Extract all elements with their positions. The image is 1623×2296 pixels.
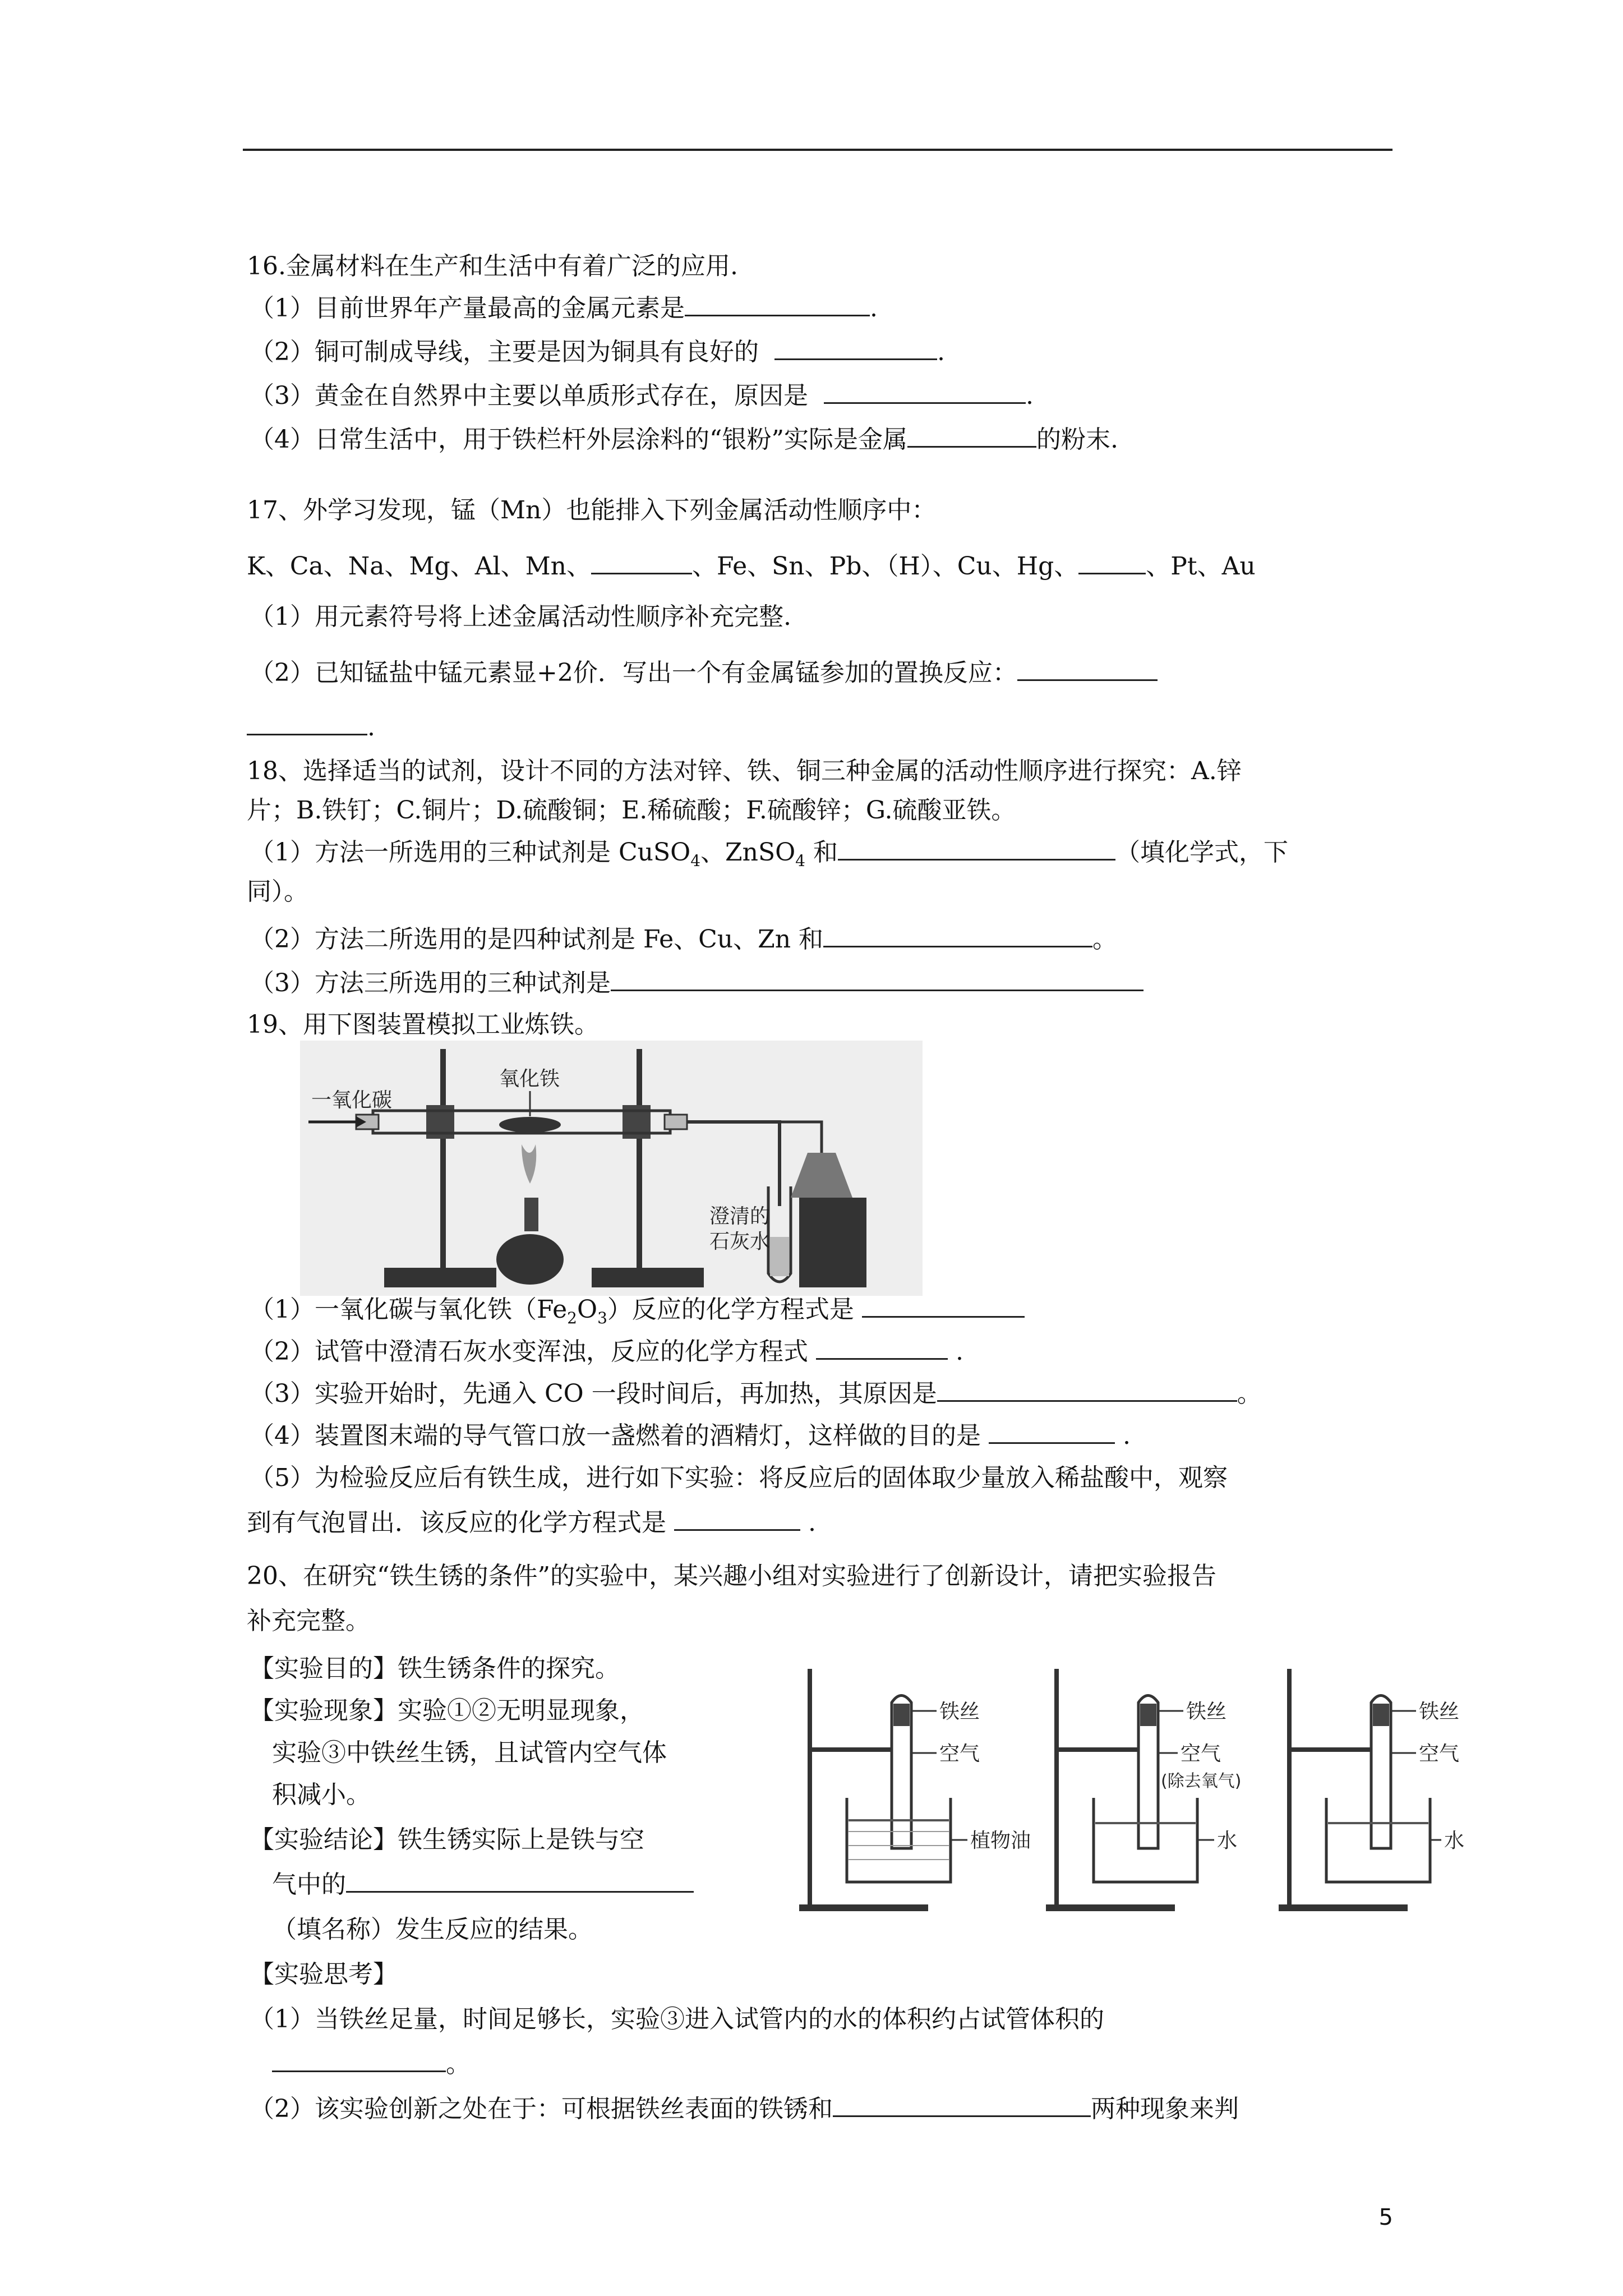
q20-phenomenon-1: 【实验现象】实验①②无明显现象， [250,1696,644,1725]
answer-blank[interactable] [816,1332,948,1360]
iron-rusting-experiment-figure [788,1669,1478,1913]
q18-part2: （2）方法二所选用的是四种试剂是 Fe、Cu、Zn 和 。 [250,920,1117,959]
setup-air-without-oxygen [1046,1669,1241,1911]
q16-part4: （4）日常生活中，用于铁栏杆外层涂料的“银粉”实际是金属 的粉末. [250,420,1118,459]
q16-part1: （1）目前世界年产量最高的金属元素是 . [250,289,878,328]
q19-part1: （1）一氧化碳与氧化铁$(Fe_2O_3)$反应的化学方程式是 [250,1290,1025,1338]
q20-thinking-1: （1）当铁丝足量，时间足够长，实验③进入试管内的水的体积约占试管体积的 [250,2005,1104,2033]
answer-blank[interactable] [674,1503,800,1531]
answer-blank[interactable] [774,333,937,360]
label-air: 空气 [1181,1742,1221,1765]
label-air: 空气 [1419,1742,1460,1765]
answer-blank[interactable] [989,1416,1115,1444]
answer-blank[interactable] [247,708,367,735]
alcohol-lamp [496,1234,564,1285]
setup-vegetable-oil [799,1669,1031,1911]
q20-thinking-1-cont: 。 [272,2045,471,2084]
q18-part1-cont: 同）。 [247,877,308,906]
q18-part1: （1）方法一所选用的三种试剂是 CuSO$_4$、ZnSO$_4$ 和 （填化学式，下 [250,833,1288,881]
q19-part4: （4）装置图末端的导气管口放一盏燃着的酒精灯，这样做的目的是 . [250,1416,1131,1456]
q20-conclusion-3: （填名称）发生反应的结果。 [272,1915,593,1944]
stand-base-right [592,1268,704,1287]
label-water: 水 [1217,1829,1238,1852]
clamp-arm [1287,1747,1371,1752]
answer-blank[interactable] [823,920,1092,947]
q20-thinking-2: （2）该实验创新之处在于：可根据铁丝表面的铁锈和 两种现象来判 [250,2090,1239,2129]
q17-part2: （2）已知锰盐中锰元素显+2价．写出一个有金属锰参加的置换反应： [250,654,1158,693]
q19-stem: 19、用下图装置模拟工业炼铁。 [247,1010,599,1039]
answer-blank[interactable] [937,1374,1237,1402]
answer-blank[interactable] [272,2045,446,2072]
q20-phenomenon-3: 积减小。 [272,1780,371,1809]
q17-stem: 17、外学习发现，锰（Mn）也能排入下列金属活动性顺序中： [247,496,937,524]
q20-stem-2: 补充完整。 [247,1607,370,1635]
clamp-arm [1054,1747,1138,1752]
stand-rod [808,1669,812,1906]
q17-activity-series: K、Ca、Na、Mg、Al、Mn、 、Fe、Sn、Pb、（H）、Cu、Hg、 、Pt、Au [247,547,1256,586]
label-oxygen-removed: (除去氧气) [1161,1772,1242,1791]
answer-blank[interactable] [862,1290,1025,1318]
q16-stem: 16.金属材料在生产和生活中有着广泛的应用. [247,252,738,280]
q18-part3: （3）方法三所选用的三种试剂是 [250,964,1144,1003]
burner-lamp-base [799,1198,866,1287]
label-water: 水 [1444,1829,1465,1852]
q20-conclusion-2: 气中的 [272,1865,694,1904]
stand-rod [1287,1669,1292,1906]
q17-part1: （1）用元素符号将上述金属活动性顺序补充完整. [250,602,791,631]
q19-part3: （3）实验开始时，先通入 CO 一段时间后，再加热，其原因是 。 [250,1374,1262,1414]
q18-stem-2: 片；B.铁钉；C.铜片；D.硫酸铜；E.稀硫酸；F.硫酸锌；G.硫酸亚铁。 [247,796,1016,825]
clamp-arm [808,1747,892,1752]
answer-blank[interactable] [838,833,1115,861]
stopper-right [665,1115,687,1129]
label-iron-oxide: 氧化铁 [499,1068,560,1091]
q17-part2-cont: . [247,708,375,747]
answer-blank[interactable] [1017,654,1158,681]
q20-stem-1: 20、在研究“铁生锈的条件”的实验中，某兴趣小组对实验进行了创新设计，请把实验报告 [247,1562,1216,1590]
answer-blank[interactable] [591,547,692,574]
q16-part3: （3）黄金在自然界中主要以单质形式存在，原因是 . [250,376,1034,416]
label-air: 空气 [939,1742,980,1765]
iron-stand-right [637,1049,642,1273]
answer-blank[interactable] [907,420,1036,448]
q19-part2: （2）试管中澄清石灰水变浑浊，反应的化学方程式 . [250,1332,963,1372]
iron-oxide-sample [499,1117,561,1133]
label-iron-wire: 铁丝 [1419,1700,1460,1723]
q18-stem-1: 18、选择适当的试剂，设计不同的方法对锌、铁、铜三种金属的活动性顺序进行探究：A.锌 [247,757,1242,785]
q20-aim: 【实验目的】铁生锈条件的探究。 [250,1654,620,1683]
q20-conclusion-1: 【实验结论】铁生锈实际上是铁与空 [250,1825,644,1854]
stand-base [1046,1904,1175,1911]
answer-blank[interactable] [611,964,1144,991]
q19-part5-cont: 到有气泡冒出．该反应的化学方程式是 . [247,1503,816,1543]
page-number: 5 [1378,2205,1393,2230]
iron-wire [1140,1704,1156,1726]
label-vegetable-oil: 植物油 [970,1829,1031,1852]
answer-blank[interactable] [824,376,1026,404]
stand-base [799,1904,928,1911]
header-rule [243,149,1393,151]
answer-blank[interactable] [685,289,870,316]
iron-smelting-apparatus-figure [300,1041,923,1296]
q20-thinking-heading: 【实验思考】 [250,1960,398,1989]
stand-base-left [384,1268,496,1287]
lamp-wick-holder [524,1198,538,1231]
label-limewater-2: 石灰水 [709,1230,771,1253]
label-limewater-1: 澄清的 [709,1205,771,1228]
answer-blank[interactable] [346,1865,694,1893]
limewater-liquid [770,1237,789,1276]
iron-stand-left [440,1049,446,1273]
label-iron-wire: 铁丝 [939,1700,980,1723]
stand-rod [1054,1669,1059,1906]
iron-wire [1373,1704,1389,1726]
setup-air-and-water [1279,1669,1464,1911]
label-iron-wire: 铁丝 [1186,1700,1227,1723]
stand-base [1279,1904,1408,1911]
label-carbon-monoxide: 一氧化碳 [311,1089,393,1112]
answer-blank[interactable] [1078,547,1146,574]
q19-part5: （5）为检验反应后有铁生成，进行如下实验：将反应后的固体取少量放入稀盐酸中，观察 [250,1464,1228,1492]
answer-blank[interactable] [833,2090,1091,2117]
iron-wire [893,1704,910,1726]
q16-part2: （2）铜可制成导线，主要是因为铜具有良好的 . [250,333,945,372]
q20-phenomenon-2: 实验③中铁丝生锈，且试管内空气体 [272,1738,667,1767]
